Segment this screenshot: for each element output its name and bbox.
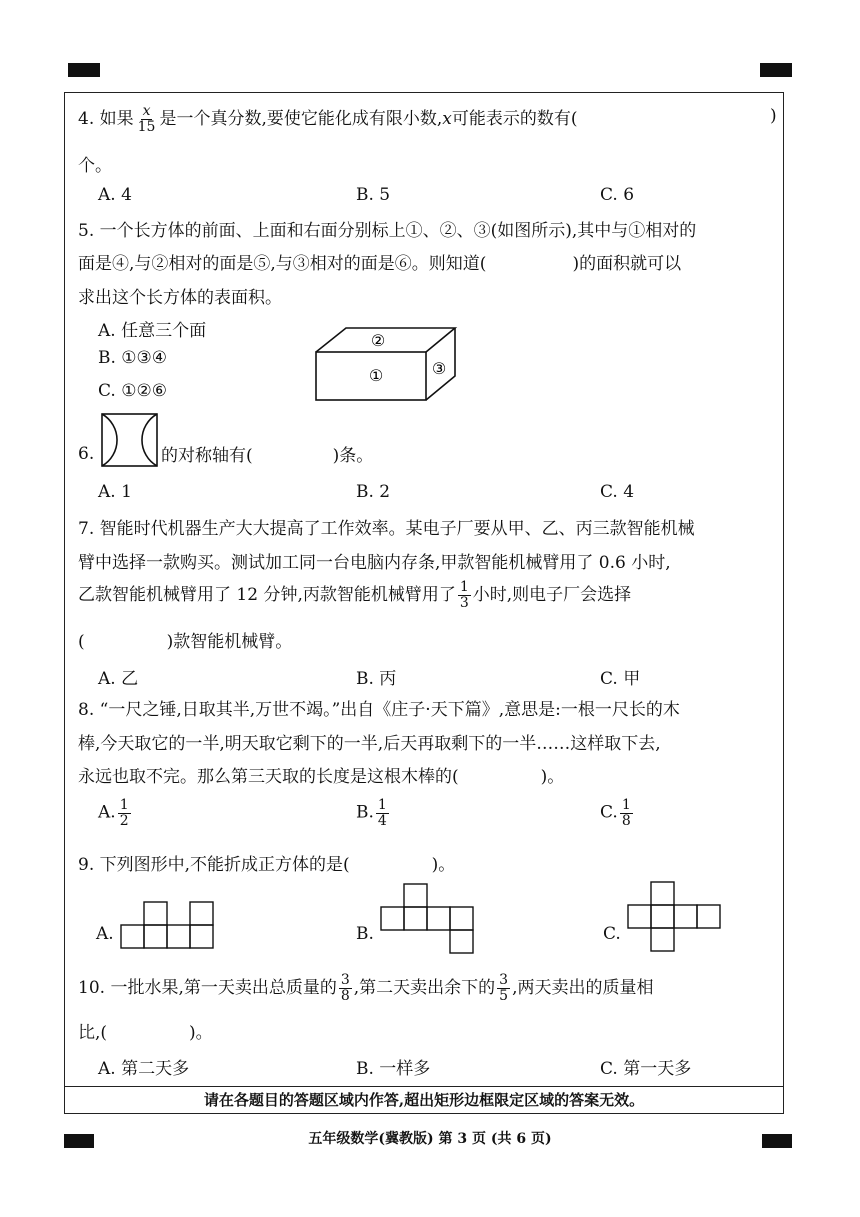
q5-option-b: B. ①③④ [98, 348, 168, 368]
q7-option-a: A. 乙 [98, 669, 139, 689]
q8-option-c-fraction: $\frac{1}{8}$ [621, 797, 631, 829]
registration-mark-top-left [68, 63, 100, 77]
q10-option-a: A. 第二天多 [98, 1059, 190, 1079]
cuboid-top-label: ② [370, 331, 386, 350]
q9-option-c: C. [603, 924, 621, 944]
q10-option-c: C. 第一天多 [600, 1059, 692, 1079]
q8-option-a-fraction: $\frac{1}{2}$ [119, 797, 129, 829]
page-footer: 五年级数学(冀教版) 第 3 页 (共 6 页) [308, 1131, 552, 1147]
q7-line2: 臂中选择一款购买。测试加工同一台电脑内存条,甲款智能机械臂用了 0.6 小时, [78, 553, 671, 573]
q6-option-a: A. 1 [98, 482, 132, 502]
q7-line3: 乙款智能机械臂用了 12 分钟,丙款智能机械臂用了 $\frac{1}{3}$ 小时,则电子厂会选择 [78, 579, 632, 611]
cuboid-right-label: ③ [431, 359, 447, 378]
q6-option-c: C. 4 [600, 482, 635, 502]
q10-option-b: B. 一样多 [356, 1059, 431, 1079]
q6-question: 的对称轴有( )条。 [161, 446, 374, 466]
q10-line1: 10. 一批水果,第一天卖出总质量的 $\frac{3}{8}$ ,第二天卖出余下的 $\frac{3}{5}$ ,两天卖出的质量相 [78, 972, 654, 1004]
q5-option-c: C. ①②⑥ [98, 381, 167, 401]
q4-option-a: A. 4 [98, 185, 132, 205]
q10-fraction-2: $\frac{3}{5}$ [499, 972, 509, 1004]
q10-line2: 比,( )。 [78, 1023, 213, 1043]
q9-line1: 9. 下列图形中,不能折成正方体的是( )。 [78, 855, 456, 875]
q8-option-b: B. $\frac{1}{4}$ [356, 797, 387, 829]
q8-option-a: A. $\frac{1}{2}$ [98, 797, 129, 829]
q4-option-b: B. 5 [356, 185, 391, 205]
cuboid-front-label: ① [368, 366, 384, 385]
q4-line2: 个。 [78, 156, 112, 176]
q4-option-c: C. 6 [600, 185, 635, 205]
q8-option-b-fraction: $\frac{1}{4}$ [377, 797, 387, 829]
q7-option-c: C. 甲 [600, 669, 641, 689]
q5-line1: 5. 一个长方体的前面、上面和右面分别标上①、②、③(如图所示),其中与①相对的 [78, 221, 697, 241]
q9-option-a: A. [96, 924, 114, 944]
q6-number: 6. [78, 444, 95, 464]
q5-line2: 面是④,与②相对的面是⑤,与③相对的面是⑥。则知道( )的面积就可以 [78, 254, 682, 274]
q8-line1: 8. “一尺之锤,日取其半,万世不竭。”出自《庄子·天下篇》,意思是:一根一尺长的木 [78, 700, 680, 720]
q5-line3: 求出这个长方体的表面积。 [78, 288, 282, 308]
q9-option-b: B. [356, 924, 374, 944]
q7-option-b: B. 丙 [356, 669, 397, 689]
q8-line2: 棒,今天取它的一半,明天取它剩下的一半,后天再取剩下的一半……这样取下去, [78, 734, 661, 754]
q7-line1: 7. 智能时代机器生产大大提高了工作效率。某电子厂要从甲、乙、丙三款智能机械 [78, 519, 695, 539]
q10-fraction-1: $\frac{3}{8}$ [340, 972, 350, 1004]
q4-answer-paren-close: ) [770, 106, 777, 126]
q8-option-c: C. $\frac{1}{8}$ [600, 797, 631, 829]
q6-option-b: B. 2 [356, 482, 391, 502]
q8-line3: 永远也取不完。那么第三天取的长度是这根木棒的( )。 [78, 767, 565, 787]
answer-area-notice: 请在各题目的答题区域内作答,超出矩形边框限定区域的答案无效。 [203, 1091, 645, 1109]
q7-fraction: $\frac{1}{3}$ [459, 579, 469, 611]
registration-mark-top-right [760, 63, 792, 77]
q4-fraction: $\frac{x}{15}$ [137, 103, 156, 135]
q7-line4: ( )款智能机械臂。 [78, 632, 293, 652]
q5-option-a: A. 任意三个面 [98, 321, 207, 341]
q4-line1: 4. 如果 $\frac{x}{15}$ 是一个真分数,要使它能化成有限小数,x可能表示的数有( [78, 103, 578, 135]
